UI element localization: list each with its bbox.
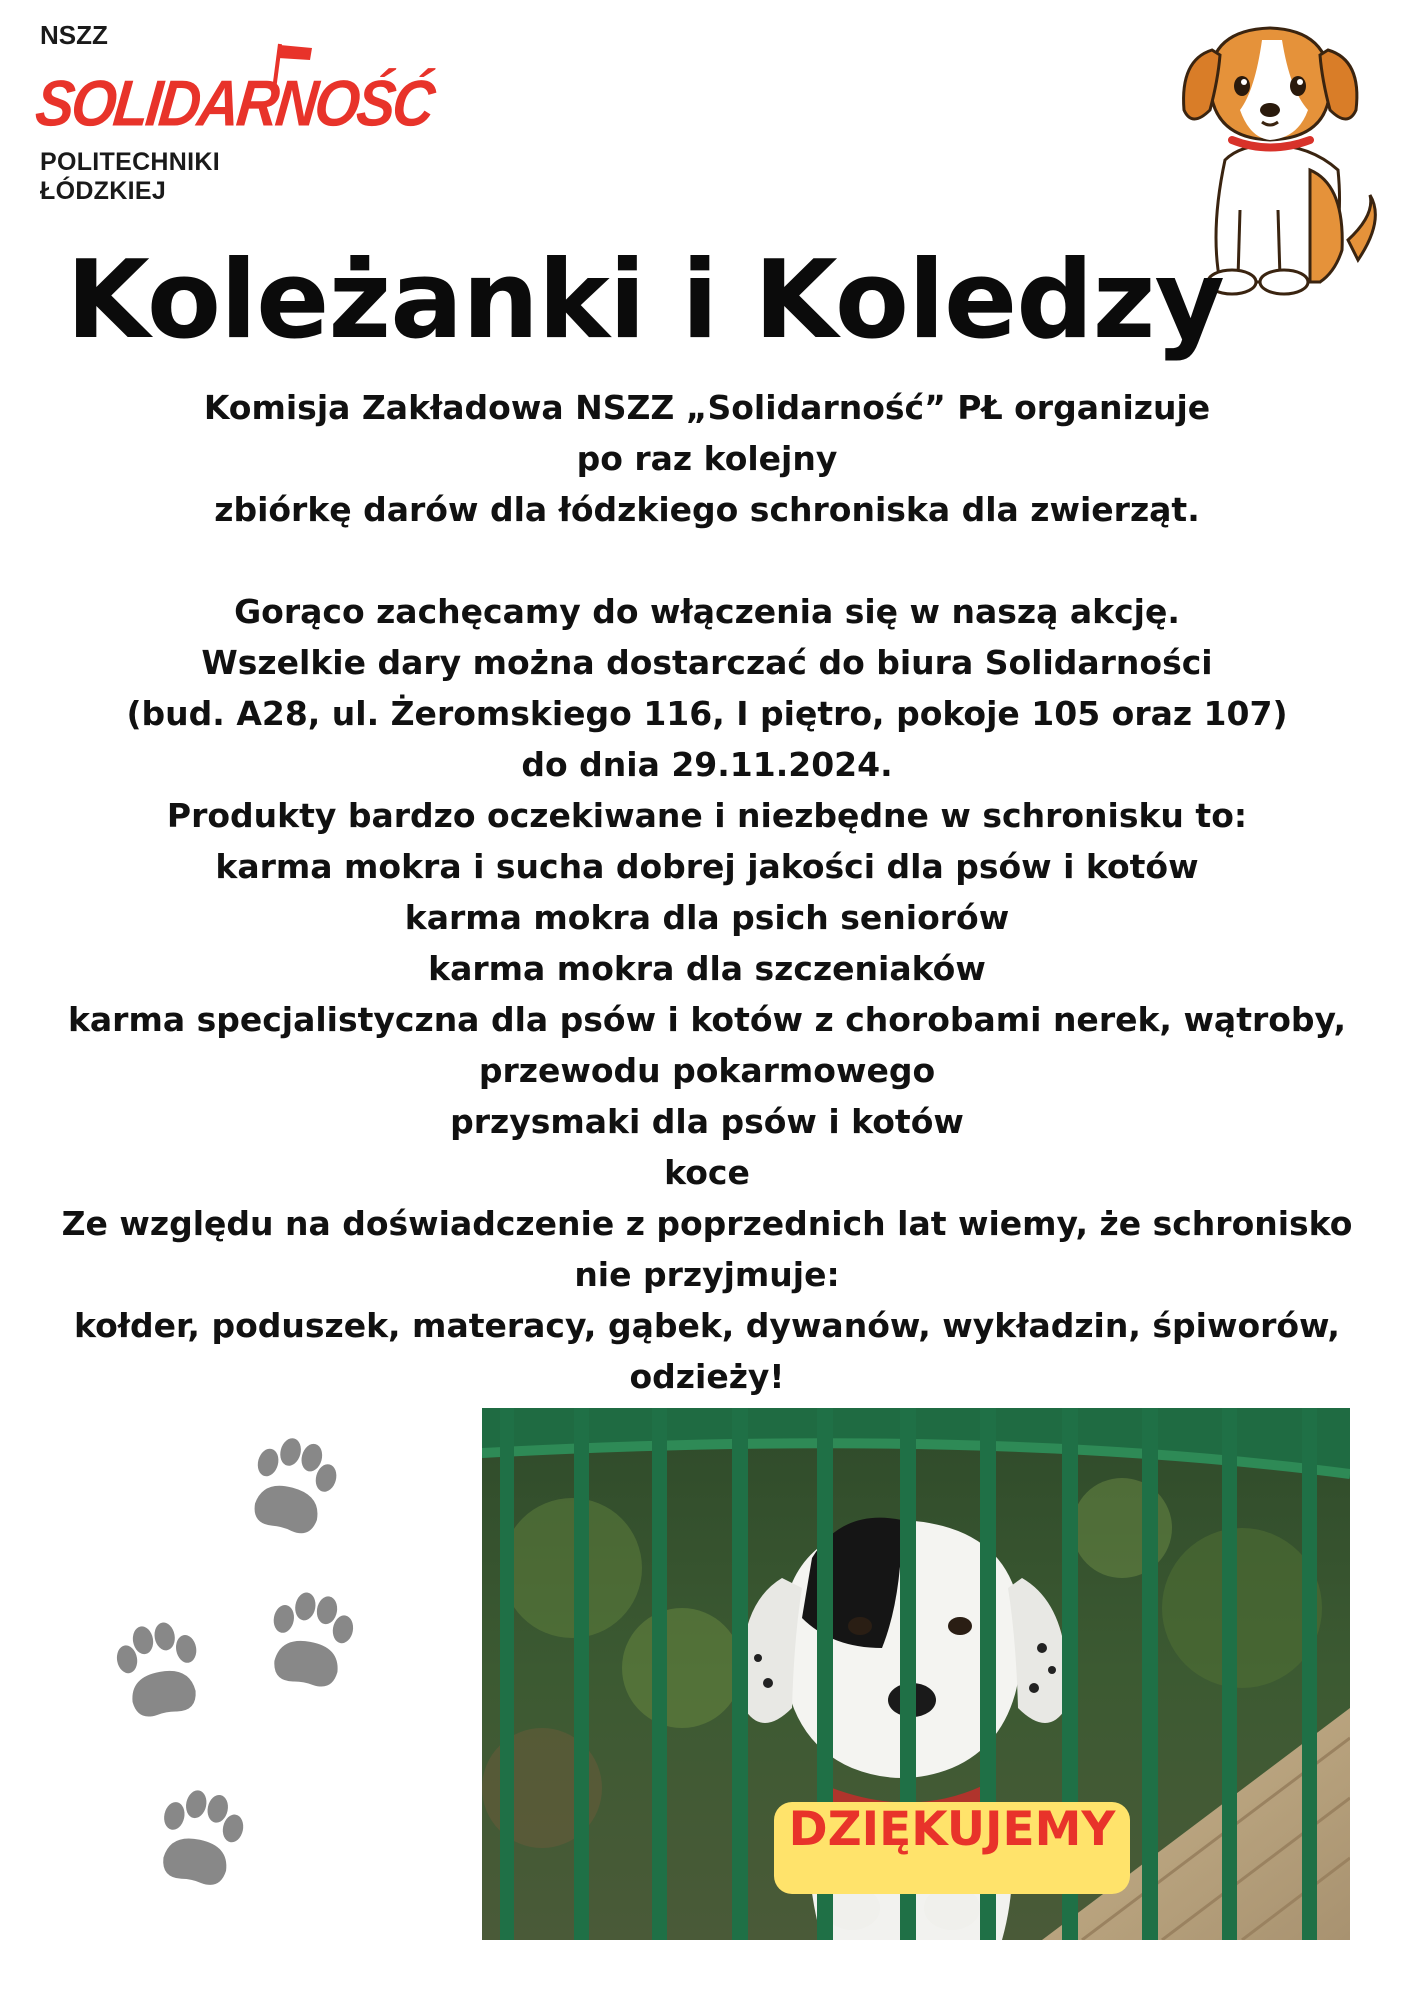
text-line: Komisja Zakładowa NSZZ „Solidarność” PŁ organizuje bbox=[203, 388, 1211, 427]
list-item: karma specjalistyczna dla psów i kotów z chorobami nerek, wątroby, bbox=[67, 1000, 1347, 1039]
text-line: zbiórkę darów dla łódzkiego schroniska dla zwierząt. bbox=[214, 490, 1200, 529]
list-item: kołder, poduszek, materacy, gąbek, dywanów, wykładzin, śpiworów, bbox=[74, 1306, 1340, 1345]
list-item: odzieży! bbox=[629, 1357, 785, 1396]
text-line: nie przyjmuje: bbox=[574, 1255, 840, 1294]
text-line: (bud. A28, ul. Żeromskiego 116, I piętro, pokoje 105 oraz 107) bbox=[126, 694, 1288, 733]
list-item: karma mokra dla psich seniorów bbox=[404, 898, 1010, 937]
announcement-text bbox=[0, 382, 1414, 1402]
text-line: Wszelkie dary można dostarczać do biura Solidarności bbox=[201, 643, 1213, 682]
logo-nszz-text: NSZZ bbox=[40, 20, 108, 50]
blank-line bbox=[0, 535, 1414, 586]
text-line: po raz kolejny bbox=[576, 439, 838, 478]
list-item: karma mokra i sucha dobrej jakości dla psów i kotów bbox=[215, 847, 1199, 886]
page-title: Koleżanki i Koledzy bbox=[66, 238, 1224, 363]
list-item: koce bbox=[664, 1153, 750, 1192]
deadline-line: do dnia 29.11.2024. bbox=[521, 745, 893, 784]
text-line: Ze względu na doświadczenie z poprzednich lat wiemy, że schronisko bbox=[61, 1204, 1353, 1243]
logo-wordmark: SOLIDARNOŚĆ bbox=[32, 67, 436, 140]
paw-prints-icon bbox=[90, 1400, 390, 1920]
list-item: karma mokra dla szczeniaków bbox=[428, 949, 986, 988]
solidarnosc-logo bbox=[32, 20, 436, 205]
logo-subtitle: POLITECHNIKI ŁÓDZKIEJ bbox=[40, 148, 220, 205]
text-line: Gorąco zachęcamy do włączenia się w naszą akcję. bbox=[234, 592, 1180, 631]
text-line: Produkty bardzo oczekiwane i niezbędne w schronisku to: bbox=[166, 796, 1248, 835]
list-item: przewodu pokarmowego bbox=[478, 1051, 936, 1090]
thanks-badge: DZIĘKUJEMY bbox=[774, 1802, 1130, 1894]
list-item: przysmaki dla psów i kotów bbox=[450, 1102, 964, 1141]
